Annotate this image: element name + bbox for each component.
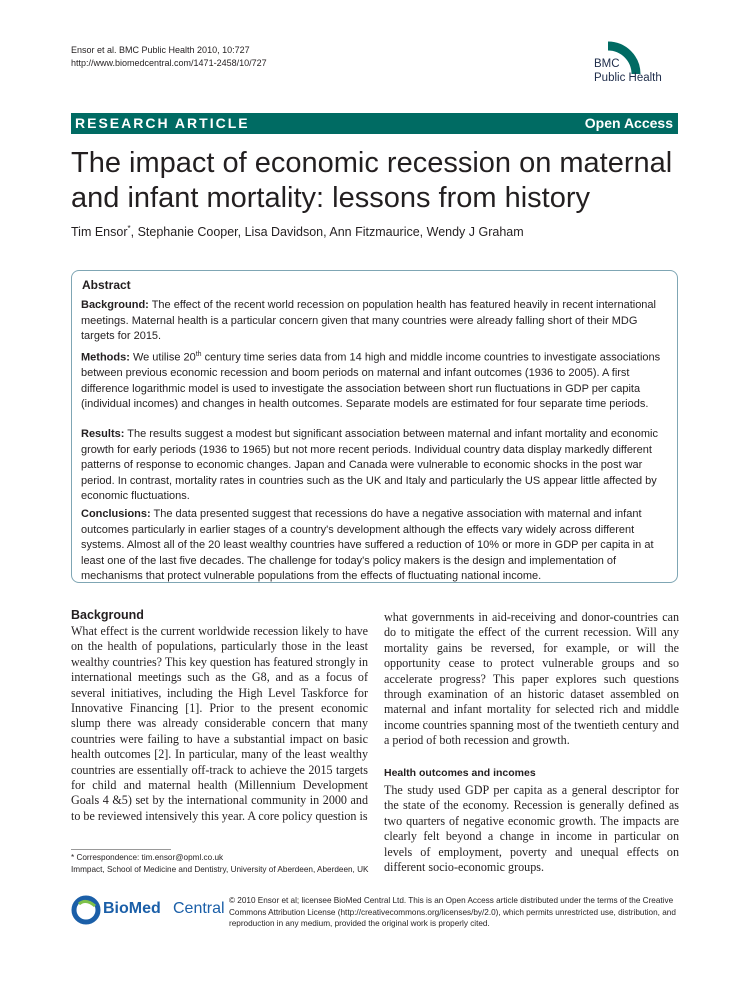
- background-text: The effect of the recent world recession on population health has featured heavily in recent international meetings. Maternal health is a particular concern given that many countries were already falling short of their MDG targets for 2015.: [81, 299, 656, 343]
- body-column-right: [384, 610, 679, 876]
- methods-text: century time series data from 14 high and middle income countries to investigate associations between previous economic recession and boom periods on maternal and infant outcomes (1936 to 2005). A first difference logarithmic model is used to investigate the association between short run fluctuations in GDP per capita (individual incomes) and changes in health outcomes. Separate models are estimated for four separate time periods.: [81, 351, 661, 411]
- results-label: Results:: [81, 428, 125, 440]
- copyright-notice: © 2010 Ensor et al; licensee BioMed Central Ltd. This is an Open Access article distributed under the terms of the Creative Commons Attribution License (http://creativecommons.org/licenses/by/2.0), which permits unrestricted use, distribution, and reproduction in any medium, provided the original work is properly cited.: [229, 896, 676, 928]
- methods-sup: th: [195, 351, 202, 358]
- author-list: [71, 224, 524, 239]
- other-authors: , Stephanie Cooper, Lisa Davidson, Ann Fitzmaurice, Wendy J Graham: [130, 225, 524, 240]
- abstract-conclusions: [81, 507, 669, 585]
- biomed-central-logo: [71, 895, 225, 925]
- methods-text-pre: We utilise 20: [132, 351, 196, 364]
- conclusions-text: The data presented suggest that recessions do have a negative association with maternal and infant outcomes particularly in earlier stages of a country's development although the effects vary widely across different systems. Almost all of the 20 least wealthy countries have suffered a reduction of 10% or more in GDP per capita in at least one of the last five decades. The challenge for today's policy makers is the design and implementation of mechanisms that protect vulnerable populations from the effects of fluctuating national income.: [81, 508, 654, 583]
- methods-label: Methods:: [81, 351, 130, 364]
- correspondence-note: * Correspondence: tim.ensor@opml.co.uk: [71, 853, 224, 862]
- subsection-heading: Health outcomes and incomes: [384, 766, 536, 779]
- logo-line1: BMC: [594, 58, 620, 70]
- logo-line2: Public Health: [594, 72, 662, 84]
- article-url[interactable]: http://www.biomedcentral.com/1471-2458/10/727: [71, 57, 267, 68]
- open-access-label: Open Access: [584, 115, 673, 131]
- article-type-label: RESEARCH ARTICLE: [75, 115, 250, 131]
- abstract-results: [81, 427, 669, 505]
- background-label: Background:: [81, 299, 149, 311]
- abstract-background: [81, 298, 669, 345]
- footnote: [71, 852, 371, 875]
- conclusions-label: Conclusions:: [81, 508, 151, 520]
- correspondence-mark: *: [127, 224, 131, 233]
- citation-header: [71, 44, 267, 69]
- abstract-methods: [81, 347, 669, 413]
- abstract-heading: Abstract: [82, 278, 131, 292]
- logo-central: Central: [173, 900, 225, 917]
- background-heading: Background: [71, 608, 144, 622]
- citation-line: Ensor et al. BMC Public Health 2010, 10:727: [71, 45, 250, 55]
- article-title: The impact of economic recession on maternal and infant mortality: lessons from history: [71, 147, 673, 214]
- bmc-public-health-logo: [578, 38, 688, 94]
- right-paragraph-1: what governments in aid-receiving and donor-countries can do to mitigate the effect of the current recession. Will any mortality gains be reversed, for example, or will the opportunity cease to protect vulnerable groups and so accelerate progress? This paper explores such questions through examination of an historic dataset assembled on maternal and infant mortality for selected rich and middle income countries spanning most of the twentieth century and a period of both recession and growth.: [384, 610, 679, 748]
- results-text: The results suggest a modest but significant association between maternal and infant mortality and economic growth for early periods (1936 to 1965) but not more recent periods. Individual country data display markedly different patterns of response to economic changes. Japan and Canada were vulnerable to economic shocks in the post war period. In contrast, mortality rates in countries such as the UK and Italy and particularly the US appear little affected by economic fluctuations.: [81, 428, 658, 503]
- footnote-rule: [71, 849, 171, 850]
- logo-biomed: BioMed: [103, 900, 161, 917]
- right-paragraph-2: The study used GDP per capita as a general descriptor for the state of the economy. Recession is generally defined as two quarters of negative economic growth. The impacts are clearly felt beyond a change in income in particular on levels of employment, poverty and unequal effects on different socio-economic groups.: [384, 783, 679, 875]
- affiliation-note: Immpact, School of Medicine and Dentistry, University of Aberdeen, Aberdeen, UK: [71, 864, 369, 874]
- article-type-bar: [71, 113, 678, 134]
- abstract-box: [71, 270, 678, 583]
- body-column-left: What effect is the current worldwide recession likely to have on the health of populations, particularly those in the least wealthy countries? This key question has featured strongly in international meetings such as the G8, and as a focus of several initiatives, including the High Level Taskforce for Innovative Financing [1]. Prior to the present economic slump there was already considerable concern that many countries were failing to have a substantial impact on basic health outcomes [2]. In particular, many of the least wealthy countries are essentially off-track to achieve the 2015 targets for child and maternal health (Millennium Development Goals 4 &5) set by the international community in 2000 and to be reviewed intensively this year. A core policy question is: [71, 624, 368, 823]
- first-author[interactable]: Tim Ensor: [71, 225, 128, 240]
